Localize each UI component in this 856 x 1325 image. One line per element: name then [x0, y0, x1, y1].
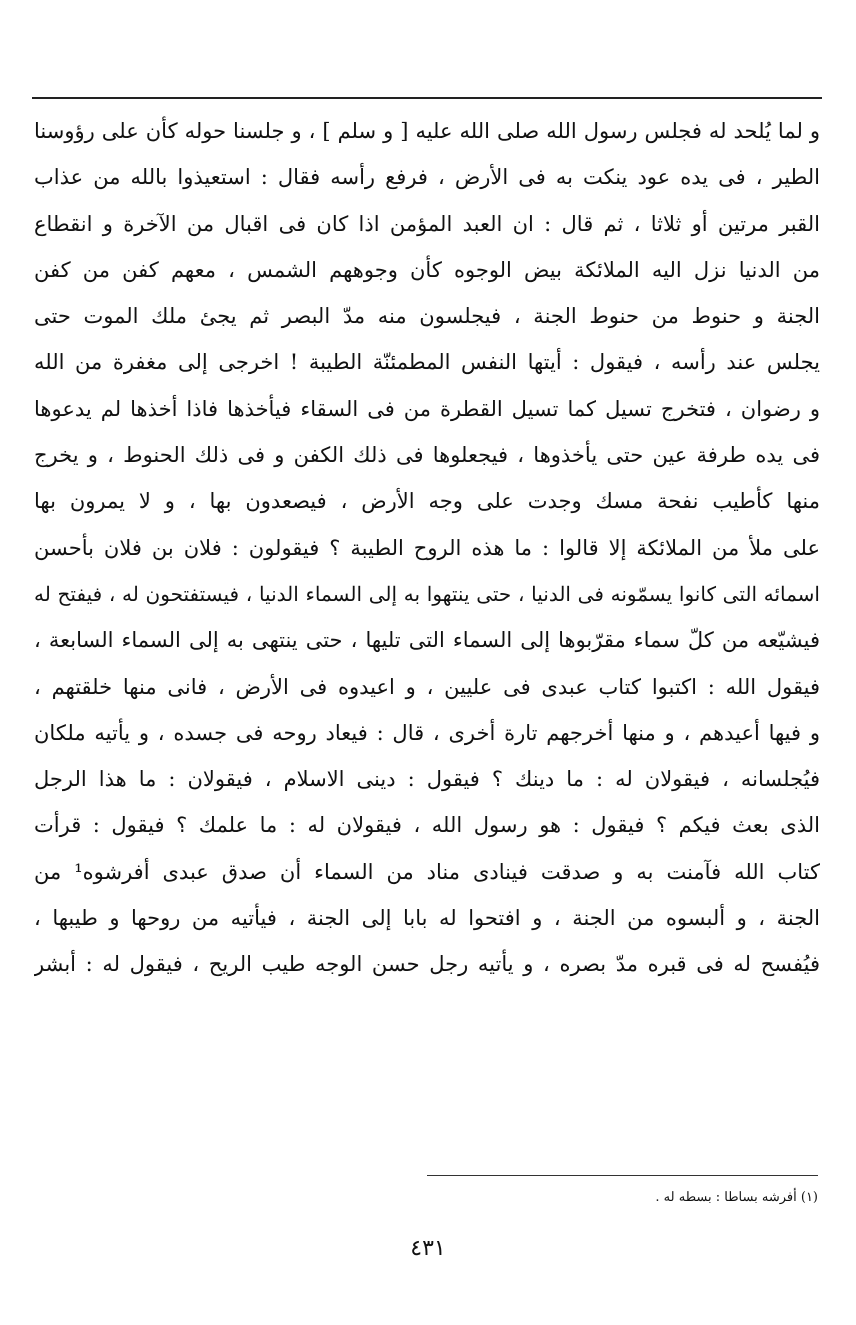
header-rule — [32, 97, 822, 99]
text-line: فيُفسح له فى قبره مدّ بصره ، و يأتيه رجل حسن الوجه طيب الريح ، فيقول له : أبشر — [34, 952, 820, 977]
text-line: على ملأ من الملائكة إلا قالوا : ما هذه الروح الطيبة ؟ فيقولون : فلان بن فلان بأحسن — [34, 535, 820, 560]
text-line: فيشيّعه من كلّ سماء مقرّبوها إلى السماء التى تليها ، حتى ينتهى به إلى السماء السابعة ، — [34, 628, 820, 653]
page-number: ٤٣١ — [410, 1236, 446, 1261]
text-line: و فيها أعيدهم ، و منها أخرجهم تارة أخرى ، قال : فيعاد روحه فى جسده ، و يأتيه ملكان — [34, 720, 820, 745]
text-line: فيقول الله : اكتبوا كتاب عبدى فى عليين ، و اعيدوه فى الأرض ، فانى منها خلقتهم ، — [34, 674, 820, 699]
text-line: فى يده طرفة عين حتى يأخذوها ، فيجعلوها فى ذلك الكفن و فى ذلك الحنوط ، و يخرج — [34, 443, 820, 468]
text-line: كتاب الله فآمنت به و صدقت فينادى مناد من السماء أن صدق عبدى أفرشوه¹ من — [34, 859, 820, 884]
text-line: و رضوان ، فتخرج تسيل كما تسيل القطرة من فى السقاء فيأخذها فاذا أخذها لم يدعوها — [34, 396, 820, 421]
text-line: القبر مرتين أو ثلاثا ، ثم قال : ان العبد المؤمن اذا كان فى اقبال من الآخرة و انقطاع — [34, 211, 820, 236]
text-line: اسمائه التى كانوا يسمّونه فى الدنيا ، حتى ينتهوا به إلى السماء الدنيا ، فيستفتحون له ، فيفتح له — [34, 581, 820, 606]
text-line: الجنة ، و ألبسوه من الجنة ، و افتحوا له بابا إلى الجنة ، فيأتيه من روحها و طيبها ، — [34, 906, 820, 931]
text-line: فيُجلسانه ، فيقولان له : ما دينك ؟ فيقول : دينى الاسلام ، فيقولان : ما هذا الرجل — [34, 767, 820, 792]
text-line: الجنة و حنوط من حنوط الجنة ، فيجلسون منه مدّ البصر ثم يجئ ملك الموت حتى — [34, 304, 820, 329]
text-line: من الدنيا نزل اليه الملائكة بيض الوجوه كأن وجوههم الشمس ، معهم كفن من كفن — [34, 257, 820, 282]
text-line: الطير ، فى يده عود ينكت به فى الأرض ، فرفع رأسه فقال : استعيذوا بالله من عذاب — [34, 165, 820, 190]
text-line: و لما يُلحد له فجلس رسول الله صلى الله عليه [ و سلم ] ، و جلسنا حوله كأن على رؤوسنا — [34, 119, 820, 143]
footnote: (١) أفرشه بساطا : بسطه له . — [655, 1190, 818, 1205]
body-text — [34, 108, 820, 988]
text-line: يجلس عند رأسه ، فيقول : أيتها النفس المطمئنّة الطيبة ! اخرجى إلى مغفرة من الله — [34, 350, 820, 375]
text-line: منها كأطيب نفحة مسك وجدت على وجه الأرض ، فيصعدون بها ، و لا يمرون بها — [34, 489, 820, 514]
text-line: الذى بعث فيكم ؟ فيقول : هو رسول الله ، فيقولان له : ما علمك ؟ فيقول : قرأت — [34, 813, 820, 838]
footnote-rule — [427, 1175, 818, 1176]
